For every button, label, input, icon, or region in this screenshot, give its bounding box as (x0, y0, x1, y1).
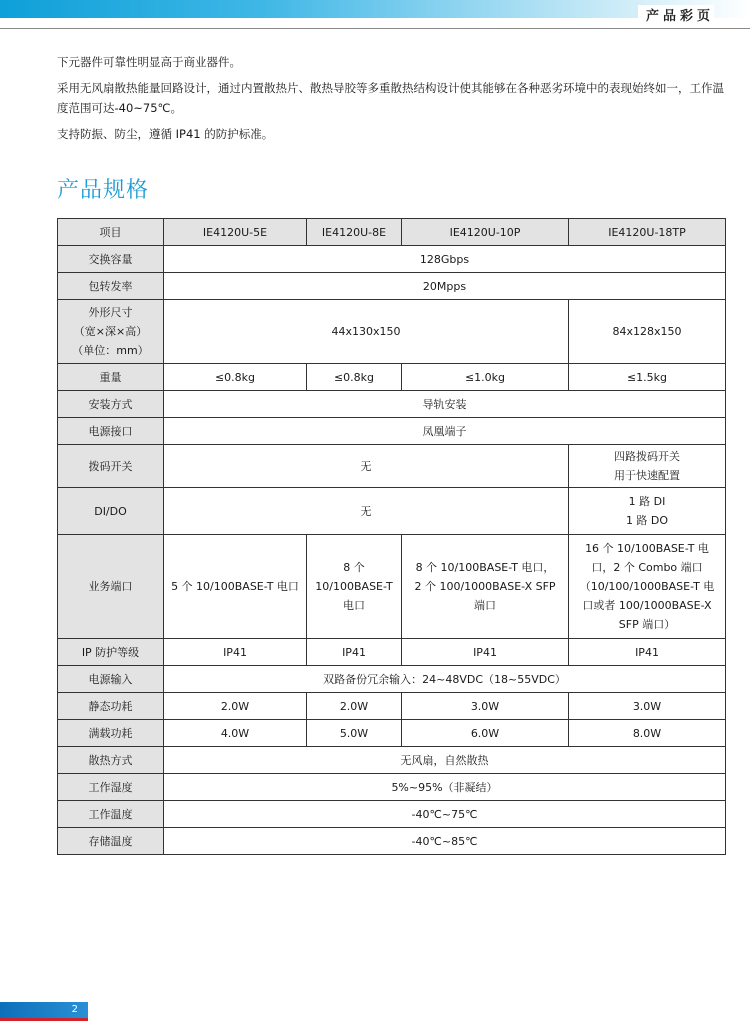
row-value: ≤1.0kg (402, 364, 569, 391)
table-row (58, 720, 726, 747)
row-value: 4.0W (164, 720, 307, 747)
row-label: 业务端口 (58, 535, 164, 639)
table-row (58, 535, 726, 639)
row-label: 电源输入 (58, 666, 164, 693)
row-value: 凤凰端子 (164, 418, 726, 445)
row-label: 包转发率 (58, 273, 164, 300)
row-value: 四路拨码开关 用于快速配置 (569, 445, 726, 488)
row-value: 8 个 10/100BASE-T 电口 (307, 535, 402, 639)
row-value: 2.0W (164, 693, 307, 720)
row-value: IP41 (307, 639, 402, 666)
table-row (58, 639, 726, 666)
row-value: 6.0W (402, 720, 569, 747)
row-label: 工作湿度 (58, 774, 164, 801)
row-value: 8.0W (569, 720, 726, 747)
intro-paragraph-1: 下元器件可靠性明显高于商业器件。 (57, 55, 241, 69)
header-item: 项目 (58, 219, 164, 246)
row-value: 3.0W (569, 693, 726, 720)
row-value: ≤0.8kg (164, 364, 307, 391)
row-label: DI/DO (58, 488, 164, 535)
row-value: 8 个 10/100BASE-T 电口， 2 个 100/1000BASE-X SFP 端口 (402, 535, 569, 639)
header-model-8e: IE4120U-8E (307, 219, 402, 246)
table-row (58, 828, 726, 855)
footer-page-bar (0, 1002, 88, 1018)
header-model-18tp: IE4120U-18TP (569, 219, 726, 246)
row-value: 2.0W (307, 693, 402, 720)
row-value: 无 (164, 488, 569, 535)
header-model-5e: IE4120U-5E (164, 219, 307, 246)
table-row (58, 391, 726, 418)
row-label: 工作温度 (58, 801, 164, 828)
row-value: -40℃~85℃ (164, 828, 726, 855)
row-value: ≤0.8kg (307, 364, 402, 391)
table-row (58, 666, 726, 693)
table-row (58, 273, 726, 300)
table-row (58, 300, 726, 364)
row-label: 静态功耗 (58, 693, 164, 720)
section-title: 产品规格 (57, 178, 150, 203)
header-model-10p: IE4120U-10P (402, 219, 569, 246)
row-label: 拨码开关 (58, 445, 164, 488)
table-row (58, 774, 726, 801)
table-row (58, 801, 726, 828)
row-label: 电源接口 (58, 418, 164, 445)
row-label: 满载功耗 (58, 720, 164, 747)
table-row (58, 445, 726, 488)
table-row (58, 246, 726, 273)
row-value: 20Mpps (164, 273, 726, 300)
row-label: 存储温度 (58, 828, 164, 855)
intro-text (57, 52, 727, 150)
header-divider (0, 28, 750, 29)
row-label: IP 防护等级 (58, 639, 164, 666)
table-row (58, 693, 726, 720)
row-value: 5%~95%（非凝结） (164, 774, 726, 801)
row-value: IP41 (402, 639, 569, 666)
row-value: 无 (164, 445, 569, 488)
spec-table (57, 218, 726, 855)
row-value: 5 个 10/100BASE-T 电口 (164, 535, 307, 639)
table-row (58, 488, 726, 535)
row-label: 散热方式 (58, 747, 164, 774)
row-value: IP41 (164, 639, 307, 666)
intro-paragraph-2: 采用无风扇散热能量回路设计，通过内置散热片、散热导胶等多重散热结构设计使其能够在各种恶劣环境中的表现始终如一，工作温度范围可达-40~75℃。 (57, 81, 724, 115)
row-label: 安装方式 (58, 391, 164, 418)
row-label: 重量 (58, 364, 164, 391)
row-value: 16 个 10/100BASE-T 电 口，2 个 Combo 端口 （10/100/1000BASE-T 电 口或者 100/1000BASE-X SFP 端口） (569, 535, 726, 639)
row-value: 双路备份冗余输入：24~48VDC（18~55VDC） (164, 666, 726, 693)
footer-accent-line (0, 1018, 88, 1021)
table-row (58, 747, 726, 774)
table-row (58, 364, 726, 391)
row-value: 5.0W (307, 720, 402, 747)
table-row (58, 418, 726, 445)
row-value: 44x130x150 (164, 300, 569, 364)
row-label: 外形尺寸 （宽×深×高） （单位：mm） (58, 300, 164, 364)
page-number: 2 (71, 1004, 78, 1015)
row-value: 导轨安装 (164, 391, 726, 418)
row-value: IP41 (569, 639, 726, 666)
header-label: 产品彩页 (638, 5, 714, 24)
table-header-row (58, 219, 726, 246)
row-value: ≤1.5kg (569, 364, 726, 391)
row-value: -40℃~75℃ (164, 801, 726, 828)
row-value: 3.0W (402, 693, 569, 720)
row-label: 交换容量 (58, 246, 164, 273)
row-value: 84x128x150 (569, 300, 726, 364)
row-value: 128Gbps (164, 246, 726, 273)
intro-paragraph-3: 支持防振、防尘，遵循 IP41 的防护标准。 (57, 127, 274, 141)
row-value: 1 路 DI 1 路 DO (569, 488, 726, 535)
row-value: 无风扇，自然散热 (164, 747, 726, 774)
